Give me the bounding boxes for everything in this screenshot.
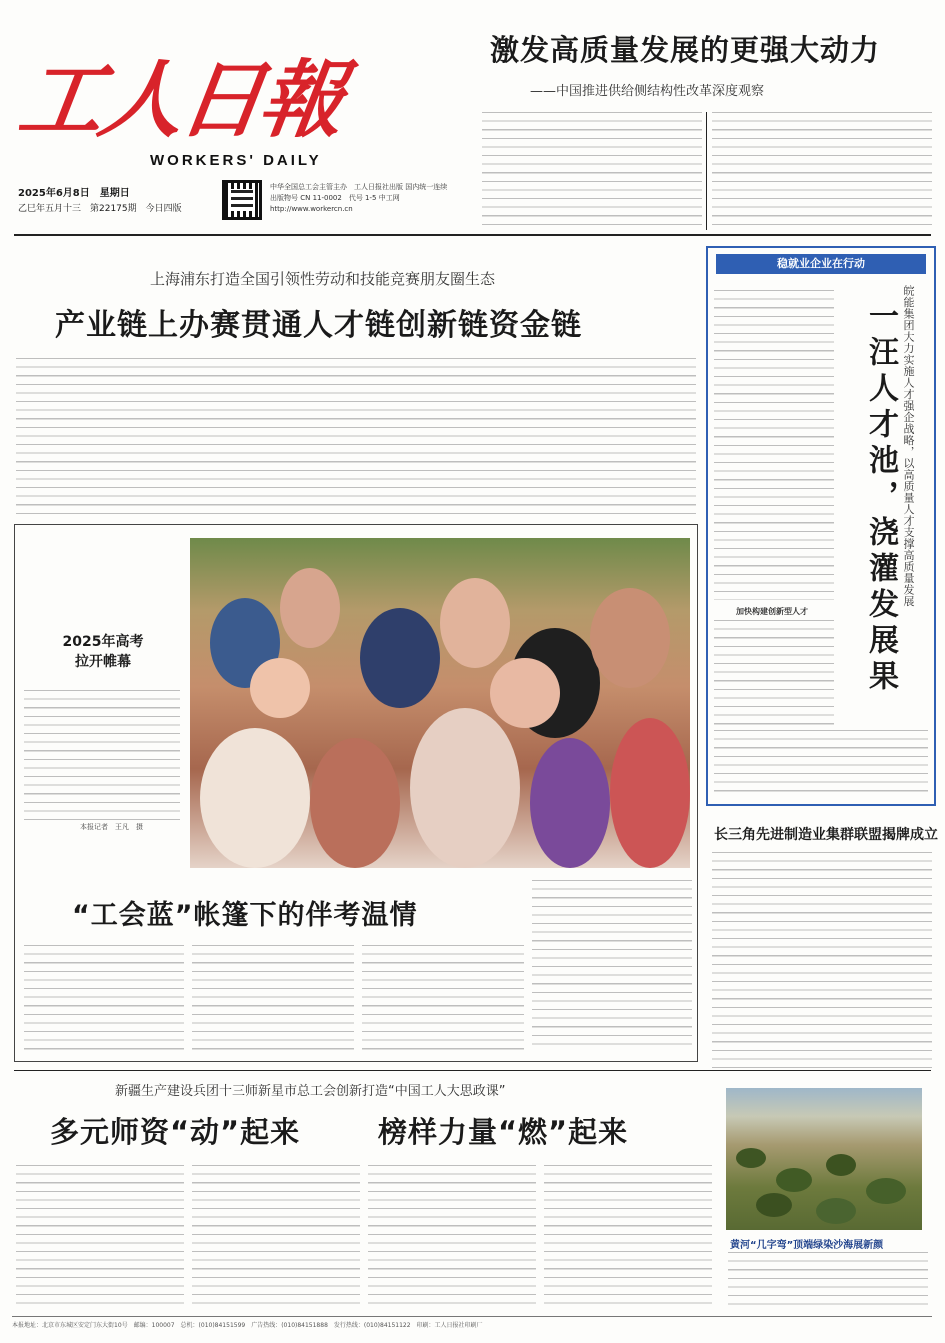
footer-info: 本报地址：北京市东城区安定门东大街10号 邮编：100007 总机：(010)84151599 广告热线：(010)84151888 发行热线：(010)84151122 印刷：工人日报社印刷厂 bbox=[12, 1316, 932, 1330]
qr-code-icon[interactable] bbox=[222, 180, 262, 220]
photo-story-headline[interactable]: “工会蓝”帐篷下的伴考温情 bbox=[72, 900, 418, 931]
photo-story-body-4 bbox=[532, 880, 692, 1050]
issue-lunar-date: 乙巳年五月十三 第22175期 今日四版 bbox=[18, 204, 182, 214]
bottom-photo-caption: 黄河“几字弯”顶端绿染沙海展新颜 bbox=[730, 1240, 884, 1251]
photo-story-body-1 bbox=[24, 945, 184, 1050]
sidebar-body-text-2 bbox=[714, 620, 834, 730]
masthead-divider bbox=[14, 234, 931, 236]
top-feature-headline[interactable]: 激发高质量发展的更强大动力 bbox=[490, 33, 881, 67]
bottom-story-headline-left[interactable]: 多元师资“动”起来 bbox=[50, 1115, 301, 1149]
photo-caption-line2: 拉开帷幕 bbox=[75, 654, 131, 670]
bottom-story-body-1 bbox=[16, 1165, 184, 1310]
sidebar-section-label: 稳就业企业在行动 bbox=[716, 254, 926, 274]
bottom-story-body-3 bbox=[368, 1165, 536, 1310]
top-feature-body-text-2 bbox=[712, 112, 932, 230]
right-story-body bbox=[712, 852, 932, 1070]
sidebar-subhead: 加快构建创新型人才 bbox=[736, 607, 808, 616]
section-divider bbox=[14, 1070, 931, 1071]
top-feature-subheadline: ——中国推进供给侧结构性改革深度观察 bbox=[530, 84, 765, 99]
desert-greening-photo[interactable] bbox=[726, 1088, 922, 1230]
photo-caption-line1: 2025年高考 bbox=[62, 634, 144, 650]
photo-story-body-2 bbox=[192, 945, 354, 1050]
column-divider bbox=[706, 112, 707, 230]
top-feature-body-text bbox=[482, 112, 702, 230]
sidebar-body-text-1 bbox=[714, 290, 834, 600]
masthead-logo-en: WORKERS' DAILY bbox=[150, 152, 322, 169]
sidebar-body-text-3 bbox=[714, 730, 928, 796]
main-story-body-text bbox=[16, 358, 696, 514]
bottom-story-kicker: 新疆生产建设兵团十三师新星市总工会创新打造“中国工人大思政课” bbox=[115, 1084, 506, 1099]
issue-date: 2025年6月8日 星期日 bbox=[18, 188, 130, 199]
publisher-info: 中华全国总工会主管主办 工人日报社出版 国内统一连续出版物号 CN 11-0002 代号 1-5 中工网 http://www.workercn.cn bbox=[270, 183, 448, 213]
bottom-story-body-2 bbox=[192, 1165, 360, 1310]
right-story-headline[interactable]: 长三角先进制造业集群联盟揭牌成立 bbox=[714, 827, 938, 843]
bottom-story-headline-right[interactable]: 榜样力量“燃”起来 bbox=[378, 1115, 629, 1149]
main-story-headline[interactable]: 产业链上办赛贯通人才链创新链资金链 bbox=[55, 308, 582, 343]
sidebar-vertical-subhead: 皖能集团大力实施人才强企战略，以高质量人才支撑高质量发展 bbox=[902, 285, 915, 607]
exam-crowd-photo[interactable] bbox=[190, 538, 690, 868]
masthead-logo: 工人日報 bbox=[13, 50, 348, 149]
photo-caption-title bbox=[48, 632, 158, 672]
photo-story-body-3 bbox=[362, 945, 524, 1050]
photo-credit: 本报记者 王凡 摄 bbox=[80, 823, 143, 831]
bottom-story-body-4 bbox=[544, 1165, 712, 1310]
bottom-photo-body bbox=[728, 1252, 928, 1310]
sidebar-vertical-headline[interactable]: 一汪人才池，浇灌发展果 bbox=[863, 300, 898, 696]
main-story-kicker: 上海浦东打造全国引领性劳动和技能竞赛朋友圈生态 bbox=[150, 270, 496, 288]
photo-caption-body bbox=[24, 690, 180, 820]
